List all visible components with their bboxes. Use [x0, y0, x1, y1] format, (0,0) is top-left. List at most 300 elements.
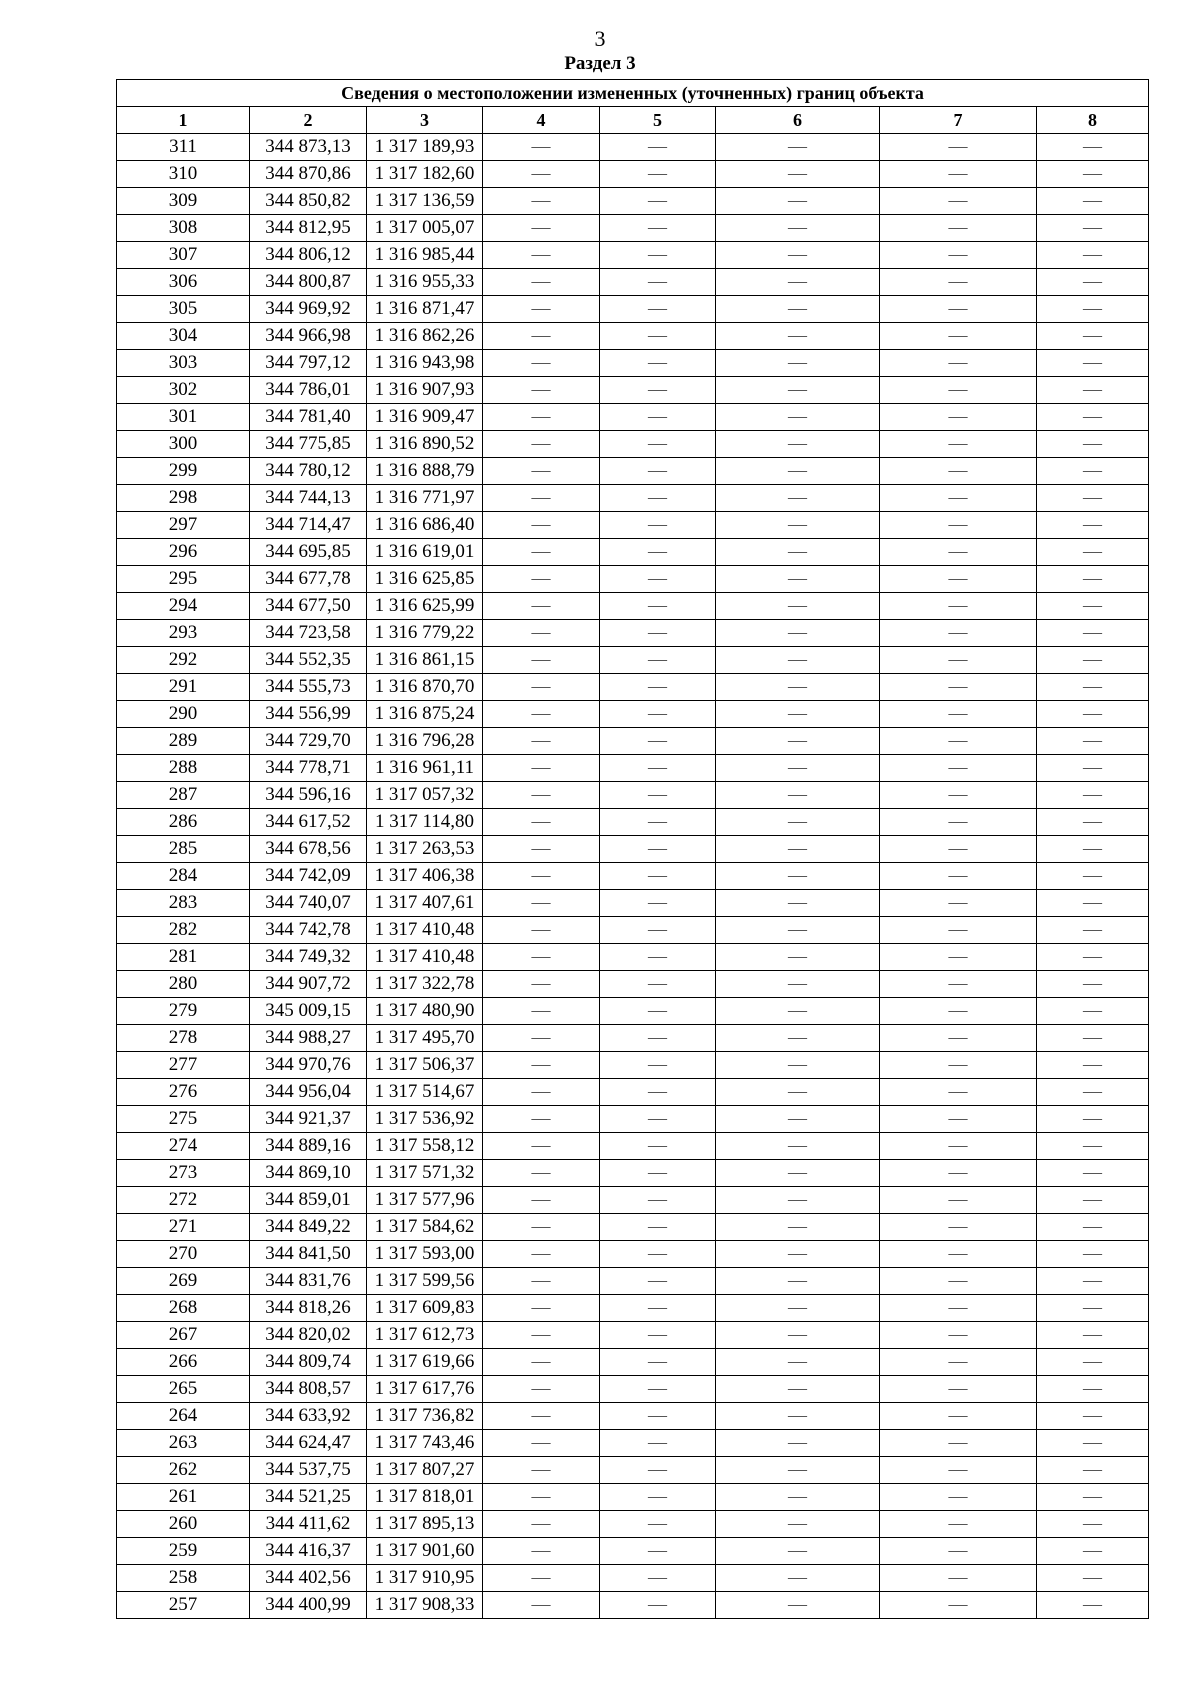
empty-value-cell: —	[483, 296, 600, 323]
empty-value-cell: —	[716, 350, 880, 377]
x-coordinate-cell: 344 411,62	[250, 1511, 367, 1538]
x-coordinate-cell: 344 849,22	[250, 1214, 367, 1241]
y-coordinate-cell: 1 316 796,28	[367, 728, 483, 755]
empty-value-cell: —	[716, 1106, 880, 1133]
y-coordinate-cell: 1 316 862,26	[367, 323, 483, 350]
empty-value-cell: —	[600, 1052, 716, 1079]
point-number-cell: 309	[117, 188, 250, 215]
point-number-cell: 299	[117, 458, 250, 485]
empty-value-cell: —	[483, 1133, 600, 1160]
y-coordinate-cell: 1 317 506,37	[367, 1052, 483, 1079]
empty-value-cell: —	[716, 1160, 880, 1187]
empty-value-cell: —	[880, 431, 1037, 458]
empty-value-cell: —	[483, 1457, 600, 1484]
empty-value-cell: —	[716, 1079, 880, 1106]
y-coordinate-cell: 1 317 612,73	[367, 1322, 483, 1349]
x-coordinate-cell: 344 677,78	[250, 566, 367, 593]
empty-value-cell: —	[600, 323, 716, 350]
empty-value-cell: —	[880, 134, 1037, 161]
x-coordinate-cell: 344 521,25	[250, 1484, 367, 1511]
empty-value-cell: —	[1037, 134, 1149, 161]
empty-value-cell: —	[1037, 1538, 1149, 1565]
empty-value-cell: —	[716, 1214, 880, 1241]
empty-value-cell: —	[483, 1376, 600, 1403]
empty-value-cell: —	[600, 377, 716, 404]
empty-value-cell: —	[716, 188, 880, 215]
empty-value-cell: —	[716, 782, 880, 809]
y-coordinate-cell: 1 317 005,07	[367, 215, 483, 242]
x-coordinate-cell: 344 742,78	[250, 917, 367, 944]
empty-value-cell: —	[716, 620, 880, 647]
empty-value-cell: —	[483, 647, 600, 674]
empty-value-cell: —	[483, 512, 600, 539]
column-header: 1	[117, 107, 250, 134]
empty-value-cell: —	[880, 404, 1037, 431]
empty-value-cell: —	[483, 1511, 600, 1538]
table-row	[117, 917, 1149, 944]
x-coordinate-cell: 344 402,56	[250, 1565, 367, 1592]
empty-value-cell: —	[600, 161, 716, 188]
point-number-cell: 278	[117, 1025, 250, 1052]
empty-value-cell: —	[483, 566, 600, 593]
empty-value-cell: —	[1037, 701, 1149, 728]
y-coordinate-cell: 1 317 908,33	[367, 1592, 483, 1619]
y-coordinate-cell: 1 316 961,11	[367, 755, 483, 782]
table-row	[117, 890, 1149, 917]
empty-value-cell: —	[1037, 323, 1149, 350]
table-row	[117, 674, 1149, 701]
point-number-cell: 283	[117, 890, 250, 917]
point-number-cell: 311	[117, 134, 250, 161]
x-coordinate-cell: 344 956,04	[250, 1079, 367, 1106]
y-coordinate-cell: 1 317 263,53	[367, 836, 483, 863]
x-coordinate-cell: 344 400,99	[250, 1592, 367, 1619]
x-coordinate-cell: 344 624,47	[250, 1430, 367, 1457]
point-number-cell: 298	[117, 485, 250, 512]
empty-value-cell: —	[1037, 674, 1149, 701]
y-coordinate-cell: 1 316 890,52	[367, 431, 483, 458]
table-row	[117, 1106, 1149, 1133]
y-coordinate-cell: 1 317 189,93	[367, 134, 483, 161]
empty-value-cell: —	[483, 134, 600, 161]
empty-value-cell: —	[1037, 1133, 1149, 1160]
empty-value-cell: —	[716, 1511, 880, 1538]
empty-value-cell: —	[600, 1106, 716, 1133]
empty-value-cell: —	[600, 1565, 716, 1592]
empty-value-cell: —	[880, 836, 1037, 863]
empty-value-cell: —	[483, 998, 600, 1025]
empty-value-cell: —	[1037, 1322, 1149, 1349]
y-coordinate-cell: 1 316 955,33	[367, 269, 483, 296]
empty-value-cell: —	[483, 377, 600, 404]
point-number-cell: 289	[117, 728, 250, 755]
table-row	[117, 431, 1149, 458]
empty-value-cell: —	[600, 1187, 716, 1214]
empty-value-cell: —	[600, 1079, 716, 1106]
column-header: 5	[600, 107, 716, 134]
empty-value-cell: —	[716, 593, 880, 620]
y-coordinate-cell: 1 316 771,97	[367, 485, 483, 512]
table-row	[117, 1430, 1149, 1457]
empty-value-cell: —	[1037, 1376, 1149, 1403]
table-row	[117, 350, 1149, 377]
empty-value-cell: —	[880, 701, 1037, 728]
x-coordinate-cell: 344 780,12	[250, 458, 367, 485]
point-number-cell: 296	[117, 539, 250, 566]
empty-value-cell: —	[880, 998, 1037, 1025]
empty-value-cell: —	[716, 1376, 880, 1403]
empty-value-cell: —	[600, 620, 716, 647]
empty-value-cell: —	[600, 215, 716, 242]
point-number-cell: 291	[117, 674, 250, 701]
empty-value-cell: —	[880, 917, 1037, 944]
empty-value-cell: —	[1037, 1214, 1149, 1241]
y-coordinate-cell: 1 316 625,85	[367, 566, 483, 593]
point-number-cell: 261	[117, 1484, 250, 1511]
empty-value-cell: —	[716, 1457, 880, 1484]
point-number-cell: 308	[117, 215, 250, 242]
table-row	[117, 755, 1149, 782]
y-coordinate-cell: 1 316 870,70	[367, 674, 483, 701]
empty-value-cell: —	[483, 1295, 600, 1322]
table-row	[117, 134, 1149, 161]
table-row	[117, 1349, 1149, 1376]
y-coordinate-cell: 1 317 410,48	[367, 944, 483, 971]
empty-value-cell: —	[600, 1430, 716, 1457]
empty-value-cell: —	[1037, 431, 1149, 458]
empty-value-cell: —	[1037, 404, 1149, 431]
empty-value-cell: —	[600, 944, 716, 971]
empty-value-cell: —	[483, 1241, 600, 1268]
x-coordinate-cell: 344 537,75	[250, 1457, 367, 1484]
table-row	[117, 269, 1149, 296]
empty-value-cell: —	[600, 1025, 716, 1052]
empty-value-cell: —	[1037, 1484, 1149, 1511]
empty-value-cell: —	[716, 890, 880, 917]
y-coordinate-cell: 1 316 909,47	[367, 404, 483, 431]
empty-value-cell: —	[600, 674, 716, 701]
x-coordinate-cell: 344 831,76	[250, 1268, 367, 1295]
empty-value-cell: —	[716, 1025, 880, 1052]
x-coordinate-cell: 344 869,10	[250, 1160, 367, 1187]
empty-value-cell: —	[880, 1187, 1037, 1214]
empty-value-cell: —	[716, 296, 880, 323]
table-row	[117, 1592, 1149, 1619]
y-coordinate-cell: 1 317 057,32	[367, 782, 483, 809]
y-coordinate-cell: 1 317 807,27	[367, 1457, 483, 1484]
empty-value-cell: —	[880, 863, 1037, 890]
table-row	[117, 485, 1149, 512]
empty-value-cell: —	[1037, 1025, 1149, 1052]
empty-value-cell: —	[1037, 1241, 1149, 1268]
empty-value-cell: —	[1037, 566, 1149, 593]
empty-value-cell: —	[716, 971, 880, 998]
x-coordinate-cell: 344 723,58	[250, 620, 367, 647]
y-coordinate-cell: 1 316 875,24	[367, 701, 483, 728]
empty-value-cell: —	[600, 1403, 716, 1430]
empty-value-cell: —	[483, 890, 600, 917]
empty-value-cell: —	[1037, 1295, 1149, 1322]
empty-value-cell: —	[600, 647, 716, 674]
empty-value-cell: —	[483, 1187, 600, 1214]
empty-value-cell: —	[483, 1214, 600, 1241]
x-coordinate-cell: 344 781,40	[250, 404, 367, 431]
empty-value-cell: —	[880, 1430, 1037, 1457]
table-row	[117, 836, 1149, 863]
table-row	[117, 1322, 1149, 1349]
y-coordinate-cell: 1 317 619,66	[367, 1349, 483, 1376]
empty-value-cell: —	[600, 809, 716, 836]
empty-value-cell: —	[1037, 998, 1149, 1025]
section-title: Раздел 3	[564, 53, 636, 74]
point-number-cell: 262	[117, 1457, 250, 1484]
table-row	[117, 1187, 1149, 1214]
empty-value-cell: —	[600, 863, 716, 890]
table-row	[117, 647, 1149, 674]
table-row	[117, 809, 1149, 836]
empty-value-cell: —	[716, 1592, 880, 1619]
table-row	[117, 1079, 1149, 1106]
empty-value-cell: —	[716, 944, 880, 971]
empty-value-cell: —	[1037, 1430, 1149, 1457]
empty-value-cell: —	[880, 1268, 1037, 1295]
table-row	[117, 701, 1149, 728]
empty-value-cell: —	[600, 188, 716, 215]
table-row	[117, 539, 1149, 566]
table-caption: Сведения о местоположении измененных (уточненных) границ объекта	[117, 80, 1149, 107]
empty-value-cell: —	[716, 1295, 880, 1322]
x-coordinate-cell: 344 859,01	[250, 1187, 367, 1214]
empty-value-cell: —	[600, 242, 716, 269]
table-row	[117, 404, 1149, 431]
empty-value-cell: —	[1037, 485, 1149, 512]
point-number-cell: 275	[117, 1106, 250, 1133]
empty-value-cell: —	[716, 728, 880, 755]
table-row	[117, 620, 1149, 647]
point-number-cell: 297	[117, 512, 250, 539]
empty-value-cell: —	[1037, 1187, 1149, 1214]
point-number-cell: 281	[117, 944, 250, 971]
empty-value-cell: —	[716, 1565, 880, 1592]
empty-value-cell: —	[600, 1349, 716, 1376]
empty-value-cell: —	[1037, 1511, 1149, 1538]
x-coordinate-cell: 344 778,71	[250, 755, 367, 782]
empty-value-cell: —	[880, 809, 1037, 836]
empty-value-cell: —	[600, 728, 716, 755]
point-number-cell: 282	[117, 917, 250, 944]
empty-value-cell: —	[716, 1349, 880, 1376]
empty-value-cell: —	[483, 917, 600, 944]
column-header: 6	[716, 107, 880, 134]
x-coordinate-cell: 344 907,72	[250, 971, 367, 998]
x-coordinate-cell: 344 786,01	[250, 377, 367, 404]
empty-value-cell: —	[880, 539, 1037, 566]
empty-value-cell: —	[716, 458, 880, 485]
y-coordinate-cell: 1 316 871,47	[367, 296, 483, 323]
y-coordinate-cell: 1 317 536,92	[367, 1106, 483, 1133]
empty-value-cell: —	[483, 1538, 600, 1565]
empty-value-cell: —	[600, 431, 716, 458]
point-number-cell: 294	[117, 593, 250, 620]
x-coordinate-cell: 344 889,16	[250, 1133, 367, 1160]
table-row	[117, 1025, 1149, 1052]
empty-value-cell: —	[483, 971, 600, 998]
empty-value-cell: —	[483, 863, 600, 890]
x-coordinate-cell: 344 966,98	[250, 323, 367, 350]
x-coordinate-cell: 344 744,13	[250, 485, 367, 512]
table-row	[117, 1268, 1149, 1295]
y-coordinate-cell: 1 317 182,60	[367, 161, 483, 188]
empty-value-cell: —	[880, 566, 1037, 593]
empty-value-cell: —	[600, 134, 716, 161]
empty-value-cell: —	[1037, 647, 1149, 674]
empty-value-cell: —	[1037, 809, 1149, 836]
x-coordinate-cell: 344 800,87	[250, 269, 367, 296]
empty-value-cell: —	[483, 1052, 600, 1079]
empty-value-cell: —	[600, 755, 716, 782]
empty-value-cell: —	[1037, 863, 1149, 890]
table-row	[117, 1241, 1149, 1268]
column-header: 3	[367, 107, 483, 134]
x-coordinate-cell: 344 633,92	[250, 1403, 367, 1430]
point-number-cell: 303	[117, 350, 250, 377]
empty-value-cell: —	[880, 1592, 1037, 1619]
y-coordinate-cell: 1 317 743,46	[367, 1430, 483, 1457]
empty-value-cell: —	[600, 458, 716, 485]
empty-value-cell: —	[880, 1322, 1037, 1349]
empty-value-cell: —	[880, 512, 1037, 539]
empty-value-cell: —	[880, 377, 1037, 404]
empty-value-cell: —	[483, 1349, 600, 1376]
empty-value-cell: —	[600, 1592, 716, 1619]
y-coordinate-cell: 1 317 584,62	[367, 1214, 483, 1241]
column-header: 4	[483, 107, 600, 134]
empty-value-cell: —	[600, 485, 716, 512]
empty-value-cell: —	[716, 404, 880, 431]
empty-value-cell: —	[880, 1079, 1037, 1106]
empty-value-cell: —	[716, 863, 880, 890]
point-number-cell: 266	[117, 1349, 250, 1376]
table-row	[117, 1538, 1149, 1565]
column-header: 2	[250, 107, 367, 134]
empty-value-cell: —	[600, 1268, 716, 1295]
empty-value-cell: —	[1037, 296, 1149, 323]
table-row	[117, 1376, 1149, 1403]
empty-value-cell: —	[483, 944, 600, 971]
x-coordinate-cell: 344 596,16	[250, 782, 367, 809]
point-number-cell: 257	[117, 1592, 250, 1619]
empty-value-cell: —	[600, 890, 716, 917]
empty-value-cell: —	[1037, 242, 1149, 269]
empty-value-cell: —	[1037, 836, 1149, 863]
x-coordinate-cell: 344 749,32	[250, 944, 367, 971]
empty-value-cell: —	[880, 1511, 1037, 1538]
table-row	[117, 728, 1149, 755]
point-number-cell: 286	[117, 809, 250, 836]
y-coordinate-cell: 1 317 114,80	[367, 809, 483, 836]
x-coordinate-cell: 344 714,47	[250, 512, 367, 539]
point-number-cell: 307	[117, 242, 250, 269]
empty-value-cell: —	[1037, 1268, 1149, 1295]
empty-value-cell: —	[716, 998, 880, 1025]
x-coordinate-cell: 344 969,92	[250, 296, 367, 323]
x-coordinate-cell: 344 617,52	[250, 809, 367, 836]
table-row	[117, 1133, 1149, 1160]
y-coordinate-cell: 1 316 888,79	[367, 458, 483, 485]
table-row	[117, 1511, 1149, 1538]
y-coordinate-cell: 1 317 558,12	[367, 1133, 483, 1160]
empty-value-cell: —	[716, 242, 880, 269]
empty-value-cell: —	[483, 1025, 600, 1052]
y-coordinate-cell: 1 316 985,44	[367, 242, 483, 269]
empty-value-cell: —	[880, 1376, 1037, 1403]
empty-value-cell: —	[483, 539, 600, 566]
y-coordinate-cell: 1 317 901,60	[367, 1538, 483, 1565]
empty-value-cell: —	[716, 809, 880, 836]
empty-value-cell: —	[1037, 971, 1149, 998]
x-coordinate-cell: 344 552,35	[250, 647, 367, 674]
x-coordinate-cell: 344 806,12	[250, 242, 367, 269]
empty-value-cell: —	[483, 1592, 600, 1619]
empty-value-cell: —	[483, 728, 600, 755]
point-number-cell: 280	[117, 971, 250, 998]
table-row	[117, 863, 1149, 890]
empty-value-cell: —	[716, 215, 880, 242]
page-number: 3	[594, 26, 606, 51]
empty-value-cell: —	[483, 1403, 600, 1430]
empty-value-cell: —	[483, 593, 600, 620]
empty-value-cell: —	[600, 1538, 716, 1565]
y-coordinate-cell: 1 317 818,01	[367, 1484, 483, 1511]
empty-value-cell: —	[716, 161, 880, 188]
x-coordinate-cell: 344 797,12	[250, 350, 367, 377]
table-row	[117, 971, 1149, 998]
empty-value-cell: —	[880, 1484, 1037, 1511]
empty-value-cell: —	[880, 350, 1037, 377]
point-number-cell: 267	[117, 1322, 250, 1349]
point-number-cell: 277	[117, 1052, 250, 1079]
empty-value-cell: —	[600, 566, 716, 593]
x-coordinate-cell: 344 742,09	[250, 863, 367, 890]
table-row	[117, 188, 1149, 215]
y-coordinate-cell: 1 316 625,99	[367, 593, 483, 620]
empty-value-cell: —	[716, 377, 880, 404]
empty-value-cell: —	[600, 404, 716, 431]
point-number-cell: 284	[117, 863, 250, 890]
empty-value-cell: —	[1037, 377, 1149, 404]
empty-value-cell: —	[880, 1241, 1037, 1268]
point-number-cell: 310	[117, 161, 250, 188]
point-number-cell: 300	[117, 431, 250, 458]
empty-value-cell: —	[600, 1322, 716, 1349]
empty-value-cell: —	[716, 566, 880, 593]
empty-value-cell: —	[716, 1133, 880, 1160]
empty-value-cell: —	[880, 323, 1037, 350]
empty-value-cell: —	[1037, 728, 1149, 755]
y-coordinate-cell: 1 317 410,48	[367, 917, 483, 944]
y-coordinate-cell: 1 316 943,98	[367, 350, 483, 377]
empty-value-cell: —	[483, 1106, 600, 1133]
empty-value-cell: —	[1037, 1565, 1149, 1592]
x-coordinate-cell: 344 695,85	[250, 539, 367, 566]
table-row	[117, 566, 1149, 593]
table-row	[117, 1160, 1149, 1187]
empty-value-cell: —	[1037, 1052, 1149, 1079]
empty-value-cell: —	[1037, 1592, 1149, 1619]
empty-value-cell: —	[600, 350, 716, 377]
empty-value-cell: —	[716, 1322, 880, 1349]
empty-value-cell: —	[716, 836, 880, 863]
